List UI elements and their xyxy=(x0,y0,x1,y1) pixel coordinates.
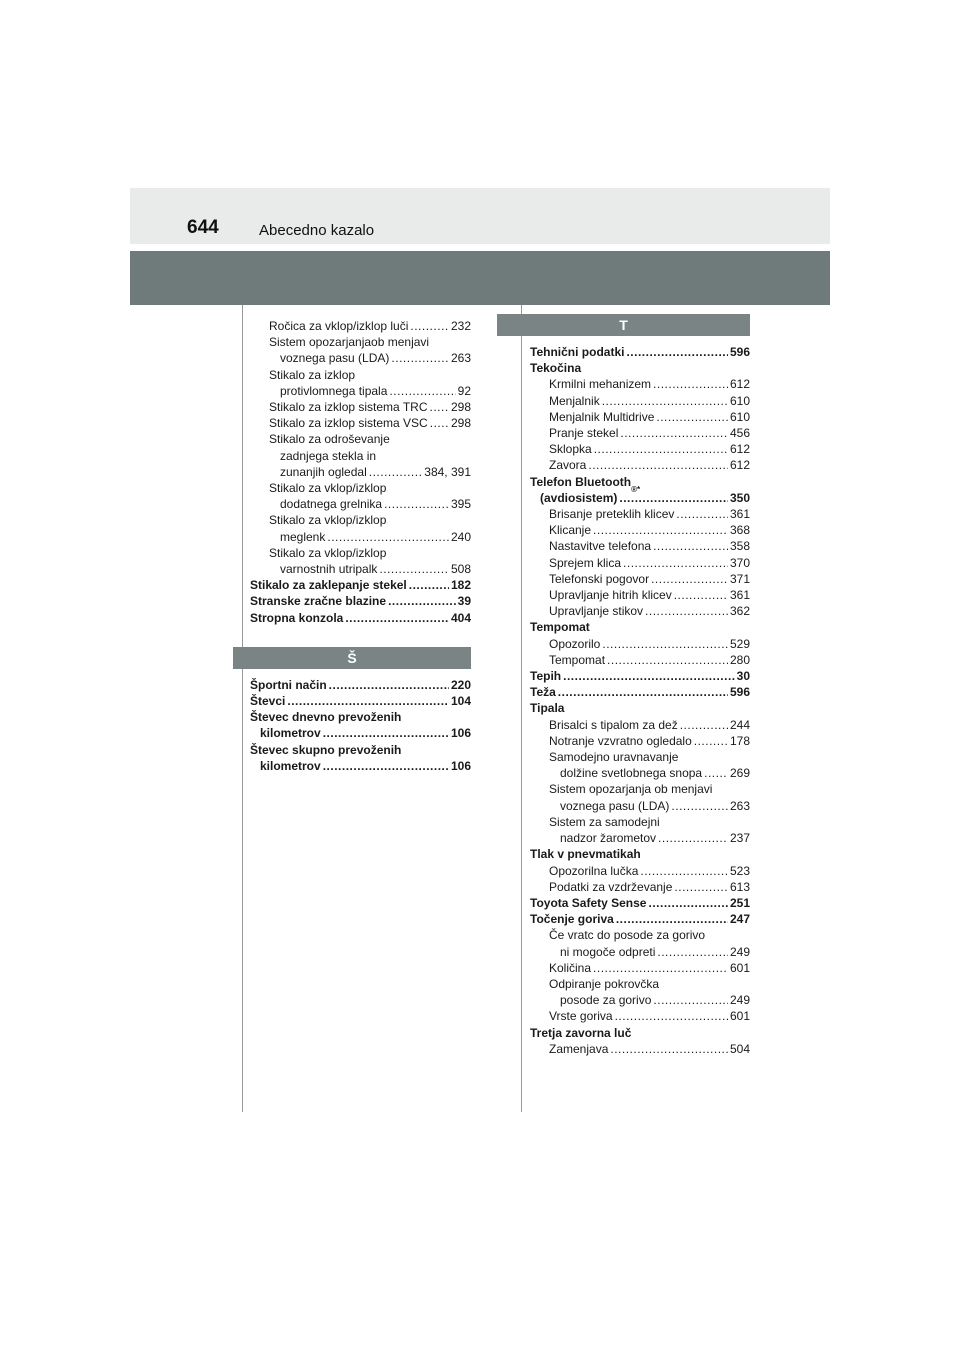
index-entry-term: Sistem opozarjanjaob menjavi xyxy=(269,335,430,350)
dot-leader xyxy=(327,529,449,545)
index-entry-page: 106 xyxy=(450,726,471,741)
index-entry-page: 104 xyxy=(450,694,471,709)
dot-leader xyxy=(676,506,728,522)
index-entry-term: Stikalo za izklop sistema TRC xyxy=(269,400,428,415)
index-entry xyxy=(250,367,471,383)
dot-leader xyxy=(674,587,728,603)
index-entry-term: Pranje stekel xyxy=(549,426,619,441)
index-entry-term: voznega pasu (LDA) xyxy=(280,351,390,366)
index-entry-term: nadzor žarometov xyxy=(560,831,657,846)
index-entry xyxy=(530,376,750,392)
index-entry xyxy=(530,393,750,409)
index-entry-page: 358 xyxy=(729,539,750,554)
index-entry xyxy=(250,334,471,350)
index-entry-page: 404 xyxy=(450,610,471,625)
index-entry-term: Stikalo za zaklepanje stekel xyxy=(250,578,407,593)
index-entry-term: Telefon Bluetooth xyxy=(530,474,632,489)
dot-leader xyxy=(674,879,728,895)
index-entry xyxy=(530,814,750,830)
index-entry xyxy=(530,522,750,538)
dot-leader xyxy=(651,571,728,587)
index-entry xyxy=(530,717,750,733)
index-entry-page: 504 xyxy=(729,1041,750,1056)
dot-leader xyxy=(389,383,455,399)
dot-leader xyxy=(645,603,728,619)
index-entry-page: 601 xyxy=(729,960,750,975)
index-entry-term: Tepih xyxy=(530,669,562,684)
index-entry-term: Tretja zavorna luč xyxy=(530,1025,632,1040)
index-entry-page: 269 xyxy=(729,766,750,781)
index-entry xyxy=(250,512,471,528)
index-column-left xyxy=(250,318,471,774)
index-entry-term: Tipala xyxy=(530,701,565,716)
index-entry-term: Stikalo za vklop/izklop xyxy=(269,481,387,496)
dot-leader xyxy=(384,496,449,512)
index-entry-term: Menjalnik xyxy=(549,393,600,408)
index-entry-term: Tekočina xyxy=(530,361,582,376)
index-entry xyxy=(530,1025,750,1041)
index-entry-page: 249 xyxy=(729,993,750,1008)
index-entry-page: 370 xyxy=(729,555,750,570)
index-entry-term: Zavora xyxy=(549,458,587,473)
index-entry xyxy=(250,448,471,464)
index-entry-term: ni mogoče odpreti xyxy=(560,944,656,959)
dot-leader xyxy=(626,344,728,360)
index-entry-term: Sistem opozarjanja ob menjavi xyxy=(549,782,713,797)
letter-heading-t: T xyxy=(497,314,750,336)
index-entry-page: 220 xyxy=(450,677,471,692)
index-entry xyxy=(530,652,750,668)
index-entry-term: Opozorilna lučka xyxy=(549,863,639,878)
dot-leader xyxy=(623,555,728,571)
index-entry xyxy=(530,506,750,522)
index-entry-term: Klicanje xyxy=(549,523,592,538)
index-entry-term: Tempomat xyxy=(530,620,590,635)
index-entry-term: kilometrov xyxy=(260,758,321,773)
index-entry-page: 240 xyxy=(450,529,471,544)
index-entry xyxy=(530,587,750,603)
index-entry-term: varnostnih utripalk xyxy=(280,562,378,577)
index-entry xyxy=(250,529,471,545)
index-entry-term: meglenk xyxy=(280,529,326,544)
index-column-right xyxy=(530,318,750,1057)
index-entry-term: Telefonski pogovor xyxy=(549,571,650,586)
index-entry-term: Podatki za vzdrževanje xyxy=(549,879,673,894)
index-entry-page: 182 xyxy=(450,578,471,593)
index-entry xyxy=(250,725,471,741)
index-entry-term: Tempomat xyxy=(549,652,606,667)
index-entry-page: 456 xyxy=(729,426,750,441)
index-list-right xyxy=(530,344,750,1057)
index-entry xyxy=(530,441,750,457)
index-entry xyxy=(250,464,471,480)
index-entry-page: 508 xyxy=(450,562,471,577)
dot-leader xyxy=(430,399,449,415)
index-entry-term: protivlomnega tipala xyxy=(280,383,388,398)
index-entry-page: 92 xyxy=(457,383,471,398)
index-entry-term: Stikalo za vklop/izklop xyxy=(269,513,387,528)
index-entry-page: 613 xyxy=(729,879,750,894)
index-entry-term: Števci xyxy=(250,694,286,709)
dot-leader xyxy=(656,409,728,425)
index-entry-term: kilometrov xyxy=(260,726,321,741)
index-entry xyxy=(530,603,750,619)
index-entry-page: 612 xyxy=(729,458,750,473)
index-entry xyxy=(530,538,750,554)
index-entry-page: 39 xyxy=(457,594,471,609)
index-entry-term: Upravljanje stikov xyxy=(549,604,644,619)
index-entry-page: 244 xyxy=(729,717,750,732)
index-entry-page: 263 xyxy=(450,351,471,366)
section-banner xyxy=(130,251,830,305)
index-entry: Telefon Bluetooth ®* xyxy=(530,474,641,494)
index-entry-term: Stikalo za izklop sistema VSC xyxy=(269,416,428,431)
index-entry-term: (avdiosistem) xyxy=(540,490,618,505)
index-entry-term: Ročica za vklop/izklop luči xyxy=(269,319,409,333)
index-entry-term: Športni način xyxy=(250,677,327,692)
index-entry xyxy=(250,593,471,609)
letter-heading-sh: Š xyxy=(233,647,471,669)
index-entry xyxy=(530,344,750,360)
dot-leader xyxy=(616,911,728,927)
index-entry-term: Sklopka xyxy=(549,442,592,457)
index-entry-term: Stikalo za izklop xyxy=(269,367,356,382)
index-entry-term: Krmilni mehanizem xyxy=(549,377,652,392)
index-entry-term: Brisalci s tipalom za dež xyxy=(549,717,678,732)
index-entry-term: Števec skupno prevoženih xyxy=(250,742,402,757)
dot-leader xyxy=(620,425,728,441)
index-entry xyxy=(250,709,471,725)
dot-leader xyxy=(648,895,727,911)
dot-leader xyxy=(658,830,728,846)
index-entry-page: 610 xyxy=(729,393,750,408)
page-number: 644 xyxy=(187,217,219,238)
index-entry-page: 395 xyxy=(450,497,471,512)
dot-leader xyxy=(615,1008,728,1024)
dot-leader xyxy=(653,992,728,1008)
index-entry xyxy=(530,781,750,797)
index-entry xyxy=(530,619,750,635)
index-entry-page: 612 xyxy=(729,442,750,457)
index-entry-term: Količina xyxy=(549,960,592,975)
dot-leader xyxy=(602,393,728,409)
index-entry-page: 30 xyxy=(736,669,750,684)
index-entry-page: 106 xyxy=(450,758,471,773)
index-entry-page: 610 xyxy=(729,409,750,424)
index-entry-term: Stropna konzola xyxy=(250,610,344,625)
index-entry xyxy=(250,480,471,496)
dot-leader xyxy=(602,636,728,652)
index-entry xyxy=(530,457,750,473)
dot-leader xyxy=(369,464,423,480)
index-entry-page: 280 xyxy=(729,652,750,667)
index-entry-term: Menjalnik Multidrive xyxy=(549,409,655,424)
dot-leader xyxy=(409,577,449,593)
index-entry-term: Tehnični podatki xyxy=(530,345,625,359)
index-entry-term: Odpiranje pokrovčka xyxy=(549,976,660,991)
dot-leader xyxy=(558,684,728,700)
index-entry-term: Stranske zračne blazine xyxy=(250,594,387,609)
index-entry xyxy=(530,830,750,846)
index-entry xyxy=(530,571,750,587)
index-entry-page: 384, 391 xyxy=(424,464,471,479)
index-entry-term: Opozorilo xyxy=(549,636,601,651)
index-entry-page: 596 xyxy=(729,345,750,359)
index-entry-term: Brisanje preteklih klicev xyxy=(549,507,675,522)
index-entry-term: Nastavitve telefona xyxy=(549,539,652,554)
index-entry xyxy=(530,733,750,749)
index-entry xyxy=(530,798,750,814)
dot-leader xyxy=(671,798,728,814)
index-entry xyxy=(250,431,471,447)
index-entry xyxy=(530,1041,750,1057)
index-entry xyxy=(530,927,750,943)
index-entry-term: Točenje goriva xyxy=(530,912,614,927)
dot-leader xyxy=(379,561,449,577)
index-entry xyxy=(530,895,750,911)
dot-leader xyxy=(563,668,735,684)
index-entry-page: 298 xyxy=(450,416,471,431)
index-entry-page: 596 xyxy=(729,685,750,700)
index-entry-page: 237 xyxy=(729,831,750,846)
index-entry-page: 612 xyxy=(729,377,750,392)
dot-leader xyxy=(619,490,728,506)
index-entry-term: dolžine svetlobnega snopa xyxy=(560,766,703,781)
dot-leader xyxy=(410,318,449,334)
index-entry-page: 361 xyxy=(729,507,750,522)
index-entry-page: 523 xyxy=(729,863,750,878)
index-entry xyxy=(530,960,750,976)
index-entry xyxy=(250,383,471,399)
dot-leader xyxy=(607,652,728,668)
index-entry xyxy=(250,677,471,693)
index-entry xyxy=(530,700,750,716)
dot-leader xyxy=(430,415,449,431)
column-rule-middle xyxy=(521,305,522,1112)
index-entry xyxy=(530,409,750,425)
column-rule-left xyxy=(242,305,243,1112)
index-entry xyxy=(530,425,750,441)
dot-leader xyxy=(657,944,728,960)
index-entry-term: voznega pasu (LDA) xyxy=(560,798,670,813)
header-band xyxy=(130,188,830,244)
index-entry xyxy=(530,684,750,700)
index-entry-term: Sprejem klica xyxy=(549,555,622,570)
index-entry xyxy=(250,496,471,512)
index-entry-page: 263 xyxy=(729,798,750,813)
dot-leader xyxy=(388,593,456,609)
index-entry xyxy=(250,742,471,758)
dot-leader xyxy=(588,457,728,473)
index-entry-page: 232 xyxy=(450,319,471,333)
index-entry xyxy=(250,693,471,709)
index-entry xyxy=(530,490,750,506)
index-entry-page: 247 xyxy=(729,912,750,927)
dot-leader xyxy=(680,717,728,733)
index-entry-page: 601 xyxy=(729,1009,750,1024)
index-entry-term: Vrste goriva xyxy=(549,1009,613,1024)
dot-leader xyxy=(610,1041,728,1057)
index-entry-page: 350 xyxy=(729,490,750,505)
index-list-left-b xyxy=(250,677,471,774)
index-entry-term: Upravljanje hitrih klicev xyxy=(549,588,672,603)
index-entry xyxy=(250,561,471,577)
index-entry-term: zadnjega stekla in xyxy=(280,448,377,463)
dot-leader xyxy=(287,693,449,709)
index-entry xyxy=(250,610,471,626)
index-entry xyxy=(250,577,471,593)
index-entry-page: 362 xyxy=(729,604,750,619)
index-entry-page: 249 xyxy=(729,944,750,959)
index-entry xyxy=(250,545,471,561)
index-entry-page: 529 xyxy=(729,636,750,651)
dot-leader xyxy=(391,350,449,366)
index-entry xyxy=(530,863,750,879)
index-entry-term: dodatnega grelnika xyxy=(280,497,383,512)
index-entry-page: 178 xyxy=(729,733,750,748)
dot-leader xyxy=(593,522,728,538)
index-entry-page: 251 xyxy=(729,895,750,910)
index-entry xyxy=(530,879,750,895)
index-entry-term: Če vratc do posode za gorivo xyxy=(549,928,706,943)
index-entry-term: Stikalo za vklop/izklop xyxy=(269,545,387,560)
index-entry xyxy=(530,668,750,684)
index-entry xyxy=(250,350,471,366)
index-entry xyxy=(530,846,750,862)
index-entry-term: Zamenjava xyxy=(549,1041,609,1056)
dot-leader xyxy=(329,677,449,693)
index-entry xyxy=(530,911,750,927)
index-entry xyxy=(250,318,471,334)
index-entry-page: 368 xyxy=(729,523,750,538)
dot-leader xyxy=(594,441,728,457)
index-entry-term: Stikalo za odroševanje xyxy=(269,432,390,447)
index-list-left-a xyxy=(250,318,471,626)
dot-leader xyxy=(694,733,728,749)
index-entry-term: Toyota Safety Sense xyxy=(530,895,647,910)
index-entry-term: zunanjih ogledal xyxy=(280,464,367,479)
index-entry-page: 298 xyxy=(450,400,471,415)
index-entry-term: Samodejno uravnavanje xyxy=(549,750,679,765)
index-entry xyxy=(530,944,750,960)
index-entry xyxy=(250,415,471,431)
dot-leader xyxy=(593,960,728,976)
dot-leader xyxy=(653,538,728,554)
dot-leader xyxy=(704,765,728,781)
index-entry xyxy=(530,1008,750,1024)
index-entry-term: Števec dnevno prevoženih xyxy=(250,710,402,725)
dot-leader xyxy=(345,610,449,626)
index-entry-term: posode za gorivo xyxy=(560,993,652,1008)
index-entry-term: Notranje vzvratno ogledalo xyxy=(549,733,692,748)
index-entry-term: Sistem za samodejni xyxy=(549,814,660,829)
index-entry-page: 371 xyxy=(729,571,750,586)
index-entry-page: 361 xyxy=(729,588,750,603)
index-entry-term: Tlak v pnevmatikah xyxy=(530,847,641,862)
index-entry xyxy=(530,555,750,571)
dot-leader xyxy=(640,863,728,879)
index-entry xyxy=(530,976,750,992)
dot-leader xyxy=(653,376,728,392)
index-entry xyxy=(250,399,471,415)
index-entry xyxy=(530,360,750,376)
index-entry xyxy=(530,636,750,652)
dot-leader xyxy=(323,725,449,741)
dot-leader xyxy=(323,758,449,774)
page-title: Abecedno kazalo xyxy=(259,222,375,239)
index-entry xyxy=(530,749,750,765)
index-entry xyxy=(250,758,471,774)
index-entry xyxy=(530,992,750,1008)
index-entry xyxy=(530,765,750,781)
index-entry-term: Teža xyxy=(530,685,556,700)
